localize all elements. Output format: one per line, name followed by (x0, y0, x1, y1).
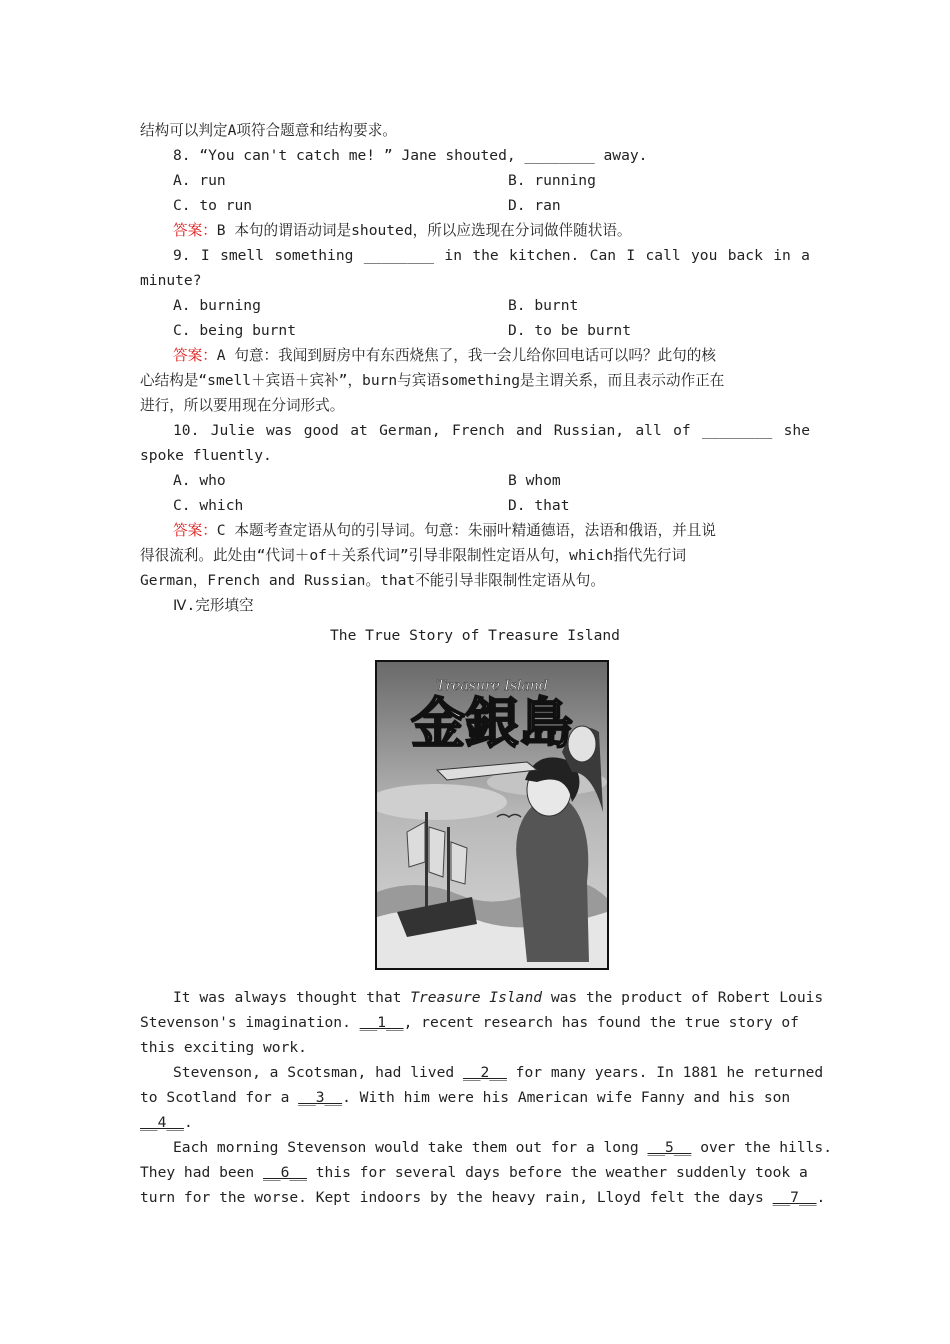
answer-label: 答案： (173, 222, 217, 239)
options-row (140, 293, 810, 318)
blank-1[interactable]: __1__ (359, 1014, 404, 1031)
passage-text: for many years. In 1881 he returned (506, 1064, 824, 1081)
option-d: D. ran (508, 197, 561, 214)
passage-line (140, 1010, 810, 1035)
passage-text: They had been (140, 1164, 264, 1181)
passage-line (140, 1110, 810, 1135)
text-line: German，French and Russian。that不能引导非限制性定语从句。 (140, 572, 605, 589)
passage-line (140, 1160, 810, 1185)
word: good (303, 422, 339, 439)
passage-italic: Treasure Island (410, 989, 543, 1006)
passage-text: to Scotland for a (140, 1089, 299, 1106)
word: German, (379, 422, 441, 439)
option-c: C. being burnt (173, 322, 297, 339)
blank-6[interactable]: __6__ (263, 1164, 307, 1181)
word: a (801, 247, 810, 264)
options-row (140, 468, 810, 493)
option-a: A. run (173, 172, 226, 189)
option-a: A. burning (173, 297, 261, 314)
answer-text: B 本句的谓语动词是shouted，所以应选现在分词做伴随状语。 (216, 222, 632, 239)
book-cover-image (375, 660, 609, 970)
word: all (635, 422, 662, 439)
word: I (626, 247, 636, 264)
passage-text: Each morning Stevenson would take them out for a long (173, 1139, 648, 1156)
word: Russian, (553, 422, 625, 439)
word: the (472, 247, 499, 264)
passage-text: turn for the worse. Kept indoors by the heavy rain, Lloyd felt the days (140, 1189, 773, 1206)
option-b: B whom (508, 472, 561, 489)
passage-text: over the hills. (691, 1139, 832, 1156)
word: kitchen. (509, 247, 580, 264)
answer-text: C 本题考查定语从句的引导词。句意：朱丽叶精通德语，法语和俄语，并且说 (216, 522, 716, 539)
option-d: D. to be burnt (508, 322, 632, 339)
word: French (451, 422, 505, 439)
passage-text: , recent research has found the true story of (403, 1014, 799, 1031)
blank-7[interactable]: __7__ (772, 1189, 817, 1206)
cover-logo-en: Treasure Island (436, 678, 548, 694)
passage-line (140, 1085, 810, 1110)
word: something (274, 247, 354, 264)
answer-text: A 句意：我闻到厨房中有东西烧焦了，我一会儿给你回电话可以吗？此句的核 (216, 347, 716, 364)
answer-8 (140, 218, 810, 243)
story-title: The True Story of Treasure Island (330, 627, 620, 644)
word: smell (220, 247, 264, 264)
word: you (691, 247, 718, 264)
option-c: C. which (173, 497, 244, 514)
answer-label: 答案： (173, 347, 217, 364)
blank-2[interactable]: __2__ (462, 1064, 507, 1081)
word: 10. (173, 422, 200, 439)
answer-label: 答案： (173, 522, 217, 539)
word: 9. (173, 247, 191, 264)
question-10 (140, 418, 810, 443)
word: and (516, 422, 543, 439)
option-d: D. that (508, 497, 570, 514)
passage-line (140, 985, 824, 1010)
question-9 (140, 243, 810, 268)
word: ________ (363, 247, 435, 264)
passage-text: Stevenson's imagination. (140, 1014, 360, 1031)
passage-text: this for several days before the weather suddenly took a (306, 1164, 808, 1181)
blank-4[interactable]: __4__ (140, 1114, 184, 1131)
option-b: B. running (508, 172, 596, 189)
word: she (783, 422, 810, 439)
word: at (350, 422, 368, 439)
blank-3[interactable]: __3__ (298, 1089, 343, 1106)
options-row (140, 168, 810, 193)
passage-text: . (183, 1114, 193, 1131)
text-line: spoke fluently. (140, 447, 272, 464)
word: back (727, 247, 763, 264)
options-row (140, 493, 810, 518)
text-line: 心结构是“smell＋宾语＋宾补”，burn与宾语something是主谓关系，而且表示动作正在 (140, 372, 725, 389)
option-b: B. burnt (508, 297, 579, 314)
passage-line: this exciting work. (140, 1039, 307, 1056)
text-line: 进行，所以要用现在分词形式。 (140, 397, 345, 414)
option-c: C. to run (173, 197, 253, 214)
word: was (265, 422, 293, 439)
options-row (140, 318, 810, 343)
text-line: 得很流利。此处由“代词＋of＋关系代词”引导非限制性定语从句，which指代先行词 (140, 547, 687, 564)
answer-9 (140, 343, 810, 368)
word: of (673, 422, 691, 439)
passage-line (140, 1185, 826, 1210)
word: ________ (702, 422, 773, 439)
word: in (773, 247, 791, 264)
passage-text: It was always thought that (173, 989, 411, 1006)
passage-line (140, 1135, 832, 1160)
word: call (645, 247, 681, 264)
option-a: A. who (173, 472, 226, 489)
passage-text: Stevenson, a Scotsman, had lived (173, 1064, 463, 1081)
text-line: minute? (140, 272, 202, 289)
section-heading: Ⅳ.完形填空 (173, 597, 254, 614)
passage-line (140, 1060, 824, 1085)
word: I (200, 247, 210, 264)
word: in (444, 247, 462, 264)
question-8: 8. “You can't catch me! ” Jane shouted, ________ away. (173, 147, 648, 164)
word: Julie (210, 422, 255, 439)
word: Can (589, 247, 617, 264)
options-row (140, 193, 810, 218)
text-line: 结构可以判定A项符合题意和结构要求。 (140, 122, 397, 139)
cover-logo-cn: 金銀島 (411, 692, 573, 755)
passage-text: . (816, 1189, 826, 1206)
blank-5[interactable]: __5__ (647, 1139, 692, 1156)
passage-text: was the product of Robert Louis (542, 989, 824, 1006)
answer-10 (140, 518, 810, 543)
passage-text: . With him were his American wife Fanny and his son (342, 1089, 791, 1106)
